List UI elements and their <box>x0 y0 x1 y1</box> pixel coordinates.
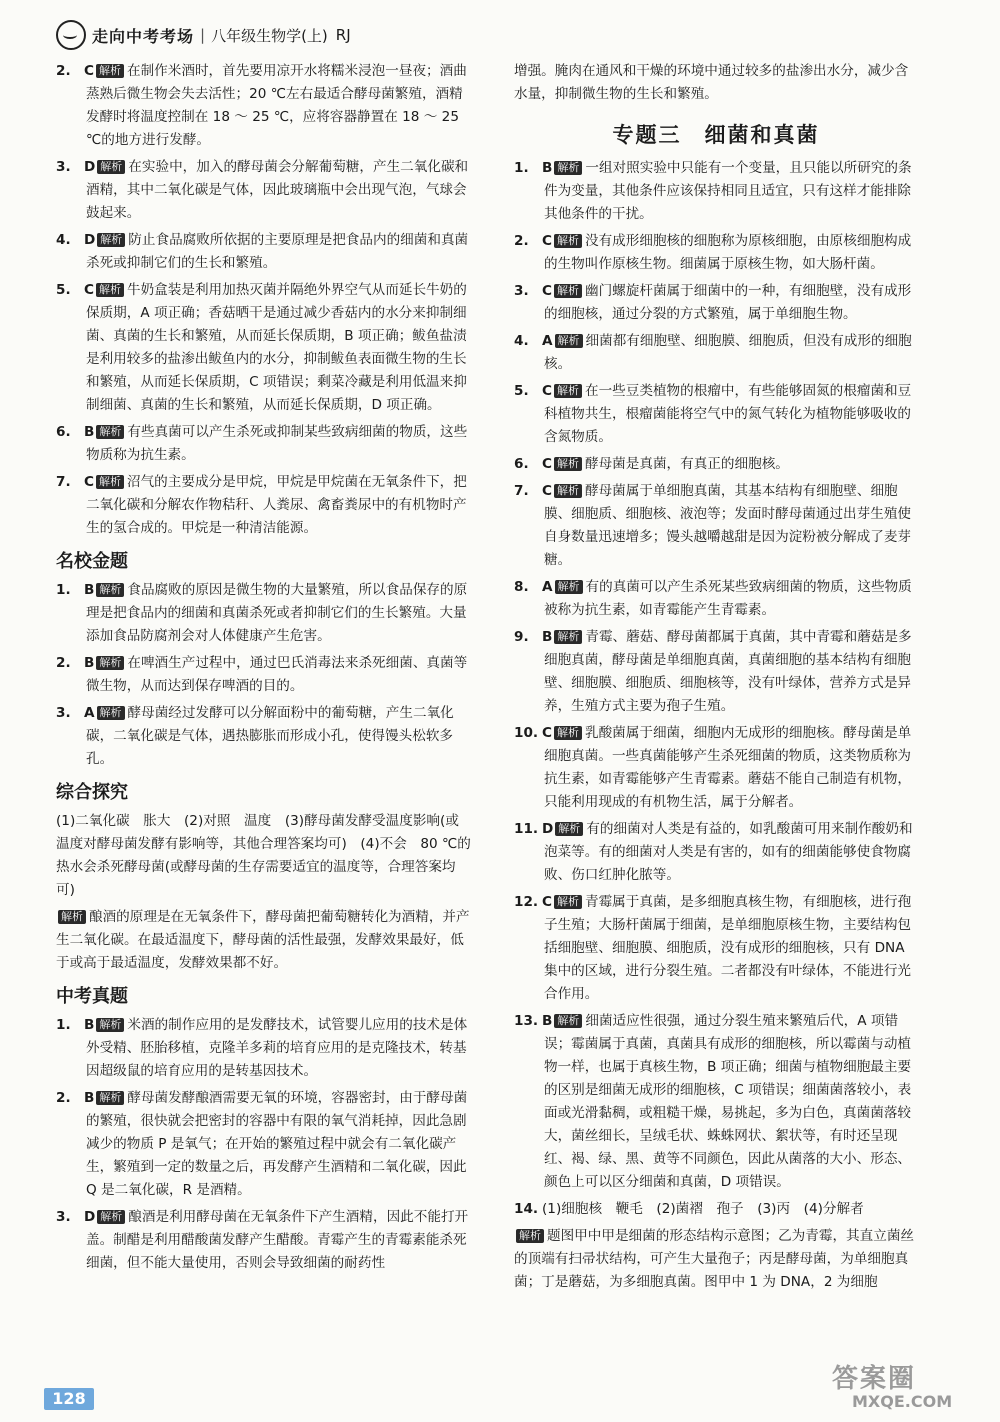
analysis-tag: 解析 <box>555 334 583 348</box>
analysis-tag: 解析 <box>554 484 582 498</box>
question-answer: C <box>84 282 94 298</box>
analysis-tag: 解析 <box>554 384 582 398</box>
question-number: 11. <box>514 821 539 837</box>
analysis-text: 在一些豆类植物的根瘤中，有些能够固氮的根瘤菌和豆科植物共生，根瘤菌能将空气中的氮气转化为植物能够吸收的含氮物质。 <box>544 383 912 445</box>
question-answer: C <box>542 483 552 499</box>
section-title-exam-real: 中考真题 <box>56 986 128 1007</box>
question-item <box>514 722 918 814</box>
analysis-text: 牛奶盒装是利用加热灭菌并隔绝外界空气从而延长牛奶的保质期，A 项正确；香菇晒干是通过减少香菇内的水分来抑制细菌、真菌的生长和繁殖，从而延长保质期，B 项正确；鲅鱼盐渍是利用较多的盐渗出鲅鱼内的水分，抑制鲅鱼表面微生物的生长和繁殖，从而延长保质期，C 项错误；剩菜冷藏是利用低温来抑制细菌、真菌的生长和繁殖，从而延长保质期，D 项正确。 <box>86 282 467 413</box>
question-item <box>514 480 918 572</box>
analysis-text: 有些真菌可以产生杀死或抑制某些致病细菌的物质，这些物质称为抗生素。 <box>86 424 468 463</box>
question-answer: D <box>542 821 554 837</box>
question-number: 2. <box>56 63 71 79</box>
analysis-text: 乳酸菌属于细菌，细胞内无成形的细胞核。酵母菌是单细胞真菌。一些真菌能够产生杀死细菌的物质，这类物质称为抗生素，如青霉能够产生青霉素。蘑菇不能自己制造有机物，只能利用现成的有机物生活，属于分解者。 <box>544 725 912 810</box>
analysis-text: 酿酒是利用酵母菌在无氧条件下产生酒精，因此不能打开盖。制醋是利用醋酸菌发酵产生醋酸。青霉产生的青霉素能杀死细菌，但不能大量使用，否则会导致细菌的耐药性 <box>86 1209 469 1271</box>
q14-analysis-text: 题图甲中甲是细菌的形态结构示意图；乙为青霉，其直立菌丝的顶端有扫帚状结构，可产生大量孢子；丙是酵母菌，为单细胞真菌；丁是蘑菇，为多细胞真菌。图甲中 1 为 DNA，2 为细胞 <box>514 1228 915 1290</box>
page-number: 128 <box>44 1388 94 1410</box>
question-number: 4. <box>56 232 71 248</box>
question-item <box>56 156 472 225</box>
analysis-tag: 解析 <box>554 161 582 175</box>
question-item <box>56 229 472 275</box>
question-item <box>514 280 918 326</box>
question-number: 13. <box>514 1013 539 1029</box>
question-item <box>514 891 918 1006</box>
q14-answer: (1)细胞核 鞭毛 (2)菌褶 孢子 (3)丙 (4)分解者 <box>542 1201 864 1217</box>
question-item <box>56 279 472 417</box>
page-header <box>56 20 351 50</box>
question-item <box>514 1010 918 1194</box>
analysis-text: 米酒的制作应用的是发酵技术，试管婴儿应用的技术是体外受精、胚胎移植，克隆羊多莉的培育应用的是克隆技术，转基因超级鼠的培育应用的是转基因技术。 <box>86 1017 468 1079</box>
analysis-text: 细菌适应性很强，通过分裂生殖来繁殖后代，A 项错误；霉菌属于真菌，真菌具有成形的细胞核，所以霉菌与动植物一样，也属于真核生物，B 项正确；细菌与植物细胞最主要的区别是细菌无成形的细胞核，C 项错误；细菌菌落较小，表面或光滑黏稠，或粗糙干燥，易挑起，多为白色，真菌菌落较大，菌丝细长，呈绒毛状、蛛蛛网状、絮状等，有时还呈现红、褐、绿、黑、黄等不同颜色，因此从菌落的大小、形态、颜色上可以区分细菌和真菌，D 项错误。 <box>544 1013 912 1190</box>
question-answer: C <box>542 456 552 472</box>
analysis-tag: 解析 <box>96 475 124 489</box>
analysis-text: 有的真菌可以产生杀死某些致病细菌的物质，这些物质被称为抗生素，如青霉能产生青霉素。 <box>544 579 912 618</box>
question-number: 8. <box>514 579 529 595</box>
question-item <box>514 230 918 276</box>
analysis-tag: 解析 <box>554 457 582 471</box>
question-item <box>56 471 472 540</box>
question-number: 6. <box>56 424 71 440</box>
question-item <box>56 1087 472 1202</box>
analysis-text: 防止食品腐败所依据的主要原理是把食品内的细菌和真菌杀死或抑制它们的生长和繁殖。 <box>86 232 469 271</box>
question-answer: C <box>84 63 94 79</box>
question-number: 14. <box>514 1201 539 1217</box>
question-item <box>56 421 472 467</box>
question-number: 1. <box>56 582 71 598</box>
question-answer: D <box>84 159 96 175</box>
question-number: 3. <box>56 1209 71 1225</box>
question-number: 10. <box>514 725 539 741</box>
question-answer: B <box>542 629 553 645</box>
question-item <box>514 157 918 226</box>
question-number: 1. <box>514 160 529 176</box>
analysis-tag: 解析 <box>97 706 125 720</box>
analysis-tag: 解析 <box>554 234 582 248</box>
analysis-tag: 解析 <box>554 630 582 644</box>
analysis-tag: 解析 <box>516 1229 544 1243</box>
explore-answer: (1)二氧化碳 胀大 (2)对照 温度 (3)酵母菌发酵受温度影响(或温度对酵母菌发酵有影响等，其他合理答案均可) (4)不会 80 ℃的热水会杀死酵母菌(或酵母菌的生存需要适宜的温度等，合理答案均可) <box>56 813 471 898</box>
question-answer: B <box>542 160 553 176</box>
analysis-text: 没有成形细胞核的细胞称为原核细胞，由原核细胞构成的生物叫作原核生物。细菌属于原核生物，如大肠杆菌。 <box>544 233 912 272</box>
question-14 <box>514 1198 918 1221</box>
question-answer: C <box>84 474 94 490</box>
question-answer: B <box>84 1090 95 1106</box>
analysis-tag: 解析 <box>555 580 583 594</box>
question-number: 2. <box>56 1090 71 1106</box>
left-column <box>56 60 472 1279</box>
analysis-text: 在实验中，加入的酵母菌会分解葡萄糖，产生二氧化碳和酒精，其中二氧化碳是气体，因此玻璃瓶中会出现气泡，气球会鼓起来。 <box>86 159 469 221</box>
question-answer: A <box>542 333 553 349</box>
analysis-tag: 解析 <box>96 64 124 78</box>
question-number: 7. <box>514 483 529 499</box>
question-item <box>56 652 472 698</box>
left-top-items <box>56 60 472 540</box>
question-answer: C <box>542 283 552 299</box>
brand-name: 走向中考考场 <box>92 26 195 46</box>
question-answer: C <box>542 725 552 741</box>
q14-analysis <box>514 1225 918 1294</box>
question-answer: D <box>84 232 96 248</box>
watermark-logo: 答案圈 <box>832 1364 917 1394</box>
question-number: 6. <box>514 456 529 472</box>
question-item <box>56 1014 472 1083</box>
header-separator: | <box>200 26 206 44</box>
analysis-text: 幽门螺旋杆菌属于细菌中的一种，有细胞壁，没有成形的细胞核，通过分裂的方式繁殖，属于单细胞生物。 <box>544 283 912 322</box>
analysis-text: 沼气的主要成分是甲烷，甲烷是甲烷菌在无氧条件下，把二氧化碳和分解农作物秸秆、人粪尿、禽畜粪尿中的有机物时产生的氢合成的。甲烷是一种清洁能源。 <box>86 474 467 536</box>
analysis-tag: 解析 <box>554 1014 582 1028</box>
analysis-text: 一组对照实验中只能有一个变量，且只能以所研究的条件为变量，其他条件应该保持相同且适宜，只有这样才能排除其他条件的干扰。 <box>544 160 912 222</box>
question-item <box>56 1206 472 1275</box>
analysis-text: 食品腐败的原因是微生物的大量繁殖，所以食品保存的原理是把食品内的细菌和真菌杀死或者抑制它们的生长繁殖。大量添加食品防腐剂会对人体健康产生危害。 <box>86 582 468 644</box>
analysis-text: 青霉属于真菌，是多细胞真核生物，有细胞核，进行孢子生殖；大肠杆菌属于细菌，是单细胞原核生物，主要结构包括细胞壁、细胞膜、细胞质，没有成形的细胞核，只有 DNA 集中的区域，进行分裂生殖。二者都没有叶绿体，不能进行光合作用。 <box>544 894 912 1002</box>
question-number: 9. <box>514 629 529 645</box>
question-answer: D <box>84 1209 96 1225</box>
question-answer: A <box>84 705 95 721</box>
analysis-tag: 解析 <box>96 1091 124 1105</box>
question-number: 5. <box>56 282 71 298</box>
analysis-text: 酵母菌发酵酿酒需要无氧的环境，容器密封，由于酵母菌的繁殖，很快就会把密封的容器中有限的氧气消耗掉，因此急剧减少的物质 P 是氧气；在开始的繁殖过程中就会有二氧化碳产生，繁殖到一定的数量之后，再发酵产生酒精和二氧化碳，因此 Q 是二氧化碳，R 是酒精。 <box>86 1090 468 1198</box>
question-item <box>514 818 918 887</box>
section-title-famous-school: 名校金题 <box>56 551 128 572</box>
question-item <box>514 576 918 622</box>
analysis-text: 细菌都有细胞壁、细胞膜、细胞质，但没有成形的细胞核。 <box>544 333 912 372</box>
question-number: 3. <box>56 159 71 175</box>
analysis-text: 酵母菌是真菌，有真正的细胞核。 <box>584 456 789 472</box>
question-answer: C <box>542 233 552 249</box>
analysis-tag: 解析 <box>58 910 86 924</box>
question-number: 5. <box>514 383 529 399</box>
explore-analysis <box>56 906 472 975</box>
question-item <box>56 702 472 771</box>
continued-text: 增强。腌肉在通风和干燥的环境中通过较多的盐渗出水分，减少含水量，抑制微生物的生长和繁殖。 <box>514 63 909 102</box>
topic-title: 专题三 细菌和真菌 <box>612 123 820 147</box>
question-item <box>514 380 918 449</box>
analysis-tag: 解析 <box>97 1210 125 1224</box>
analysis-tag: 解析 <box>554 284 582 298</box>
analysis-text: 酵母菌属于单细胞真菌，其基本结构有细胞壁、细胞膜、细胞质、细胞核、液泡等；发面时酵母菌通过出芽生殖使自身数量迅速增多；馒头越嚼越甜是因为淀粉被分解成了麦芽糖。 <box>544 483 912 568</box>
question-item <box>514 626 918 718</box>
question-answer: B <box>84 424 95 440</box>
analysis-tag: 解析 <box>96 583 124 597</box>
analysis-text: 在制作米酒时，首先要用凉开水将糯米浸泡一昼夜；酒曲蒸熟后微生物会失去活性；20 ℃左右最适合酵母菌繁殖，酒精发酵时将温度控制在 18 ～ 25 ℃，应将容器静置在 18 ～ 25 ℃的地方进行发酵。 <box>86 63 467 148</box>
question-item <box>514 330 918 376</box>
question-number: 3. <box>56 705 71 721</box>
analysis-text: 在啤酒生产过程中，通过巴氏消毒法来杀死细菌、真菌等微生物，从而达到保存啤酒的目的。 <box>86 655 468 694</box>
analysis-tag: 解析 <box>96 283 124 297</box>
left-mid-items <box>56 579 472 771</box>
question-number: 3. <box>514 283 529 299</box>
question-number: 2. <box>56 655 71 671</box>
question-answer: B <box>542 1013 553 1029</box>
analysis-text: 有的细菌对人类是有益的，如乳酸菌可用来制作酸奶和泡菜等。有的细菌对人类是有害的，如有的细菌能够使食物腐败、伤口红肿化脓等。 <box>544 821 913 883</box>
question-number: 1. <box>56 1017 71 1033</box>
question-number: 12. <box>514 894 539 910</box>
analysis-tag: 解析 <box>96 1018 124 1032</box>
section-title-comprehensive: 综合探究 <box>56 782 128 803</box>
analysis-text: 青霉、蘑菇、酵母菌都属于真菌，其中青霉和蘑菇是多细胞真菌，酵母菌是单细胞真菌，真菌细胞的基本结构有细胞壁、细胞膜、细胞质、细胞核等，没有叶绿体，营养方式是异养，生殖方式主要为孢子生殖。 <box>544 629 912 714</box>
brand-logo-icon <box>56 20 86 50</box>
question-answer: A <box>542 579 553 595</box>
question-number: 7. <box>56 474 71 490</box>
edition-label: RJ <box>335 26 351 44</box>
watermark-url: MXQE.COM <box>852 1392 953 1411</box>
analysis-text: 酵母菌经过发酵可以分解面粉中的葡萄糖，产生二氧化碳，二氧化碳是气体，遇热膨胀而形成小孔，使得馒头松软多孔。 <box>86 705 454 767</box>
question-item <box>56 60 472 152</box>
question-item <box>56 579 472 648</box>
question-answer: C <box>542 383 552 399</box>
book-title: 八年级生物学(上) <box>211 26 328 45</box>
analysis-tag: 解析 <box>555 822 583 836</box>
question-answer: B <box>84 582 95 598</box>
analysis-tag: 解析 <box>96 656 124 670</box>
question-number: 2. <box>514 233 529 249</box>
right-column <box>514 60 918 1298</box>
analysis-tag: 解析 <box>97 160 125 174</box>
right-items <box>514 157 918 1194</box>
left-bottom-items <box>56 1014 472 1275</box>
analysis-tag: 解析 <box>96 425 124 439</box>
analysis-tag: 解析 <box>554 895 582 909</box>
question-answer: B <box>84 1017 95 1033</box>
question-answer: B <box>84 655 95 671</box>
question-answer: C <box>542 894 552 910</box>
question-number: 4. <box>514 333 529 349</box>
explore-analysis-text: 酿酒的原理是在无氧条件下，酵母菌把葡萄糖转化为酒精，并产生二氧化碳。在最适温度下，酵母菌的活性最强，发酵效果最好，低于或高于最适温度，发酵效果都不好。 <box>56 909 470 971</box>
analysis-tag: 解析 <box>97 233 125 247</box>
question-item <box>514 453 918 476</box>
analysis-tag: 解析 <box>554 726 582 740</box>
